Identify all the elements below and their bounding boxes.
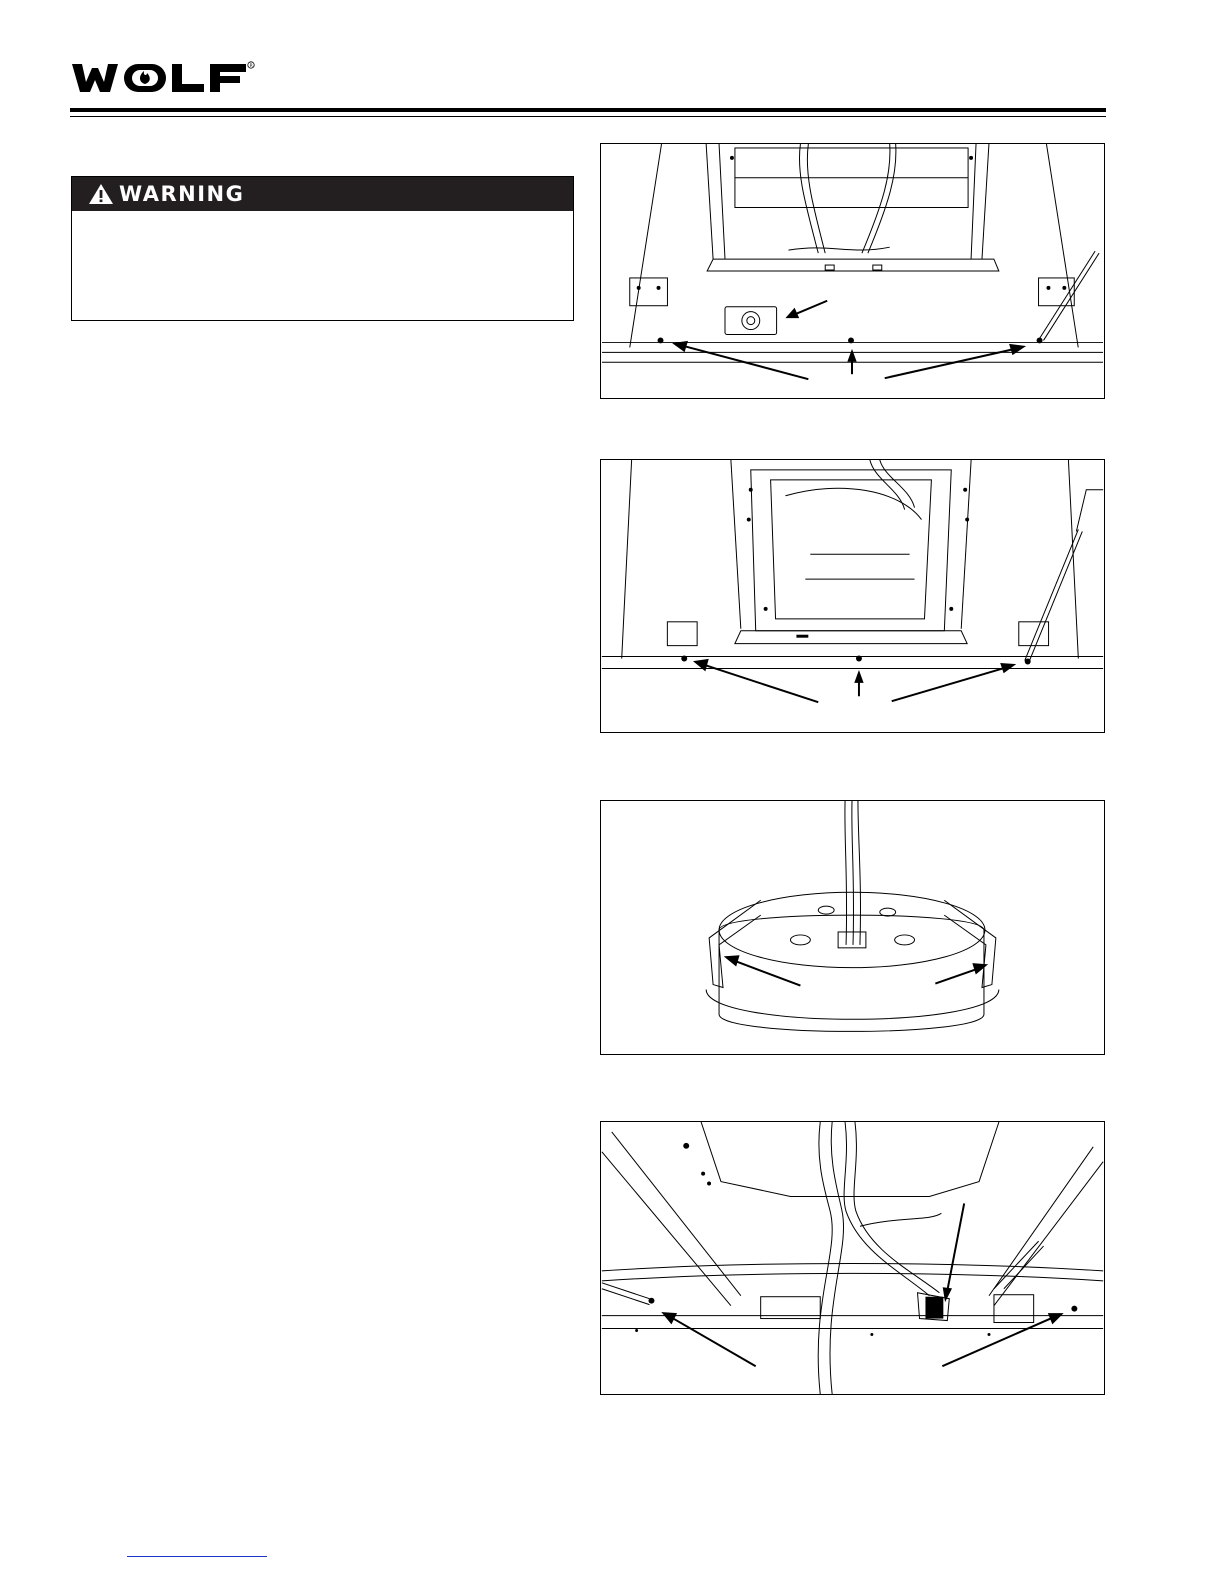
- figure-4: [600, 1121, 1105, 1395]
- warning-box: [71, 176, 574, 321]
- figure-2: [600, 459, 1105, 733]
- svg-text:R: R: [249, 64, 253, 69]
- figure-4-illustration: [601, 1122, 1104, 1394]
- figure-1: [600, 143, 1105, 399]
- warning-label: WARNING: [119, 182, 245, 206]
- figure-3-illustration: [601, 801, 1104, 1054]
- warning-triangle-icon: [88, 183, 114, 205]
- figure-2-illustration: [601, 460, 1104, 732]
- header-rule: [70, 108, 1106, 112]
- footer-link-underline[interactable]: [127, 1556, 267, 1557]
- header-rule-thin: [70, 116, 1106, 117]
- warning-header: [72, 177, 573, 211]
- figure-3: [600, 800, 1105, 1055]
- wolf-logo: [70, 58, 280, 98]
- figure-1-illustration: [601, 144, 1104, 398]
